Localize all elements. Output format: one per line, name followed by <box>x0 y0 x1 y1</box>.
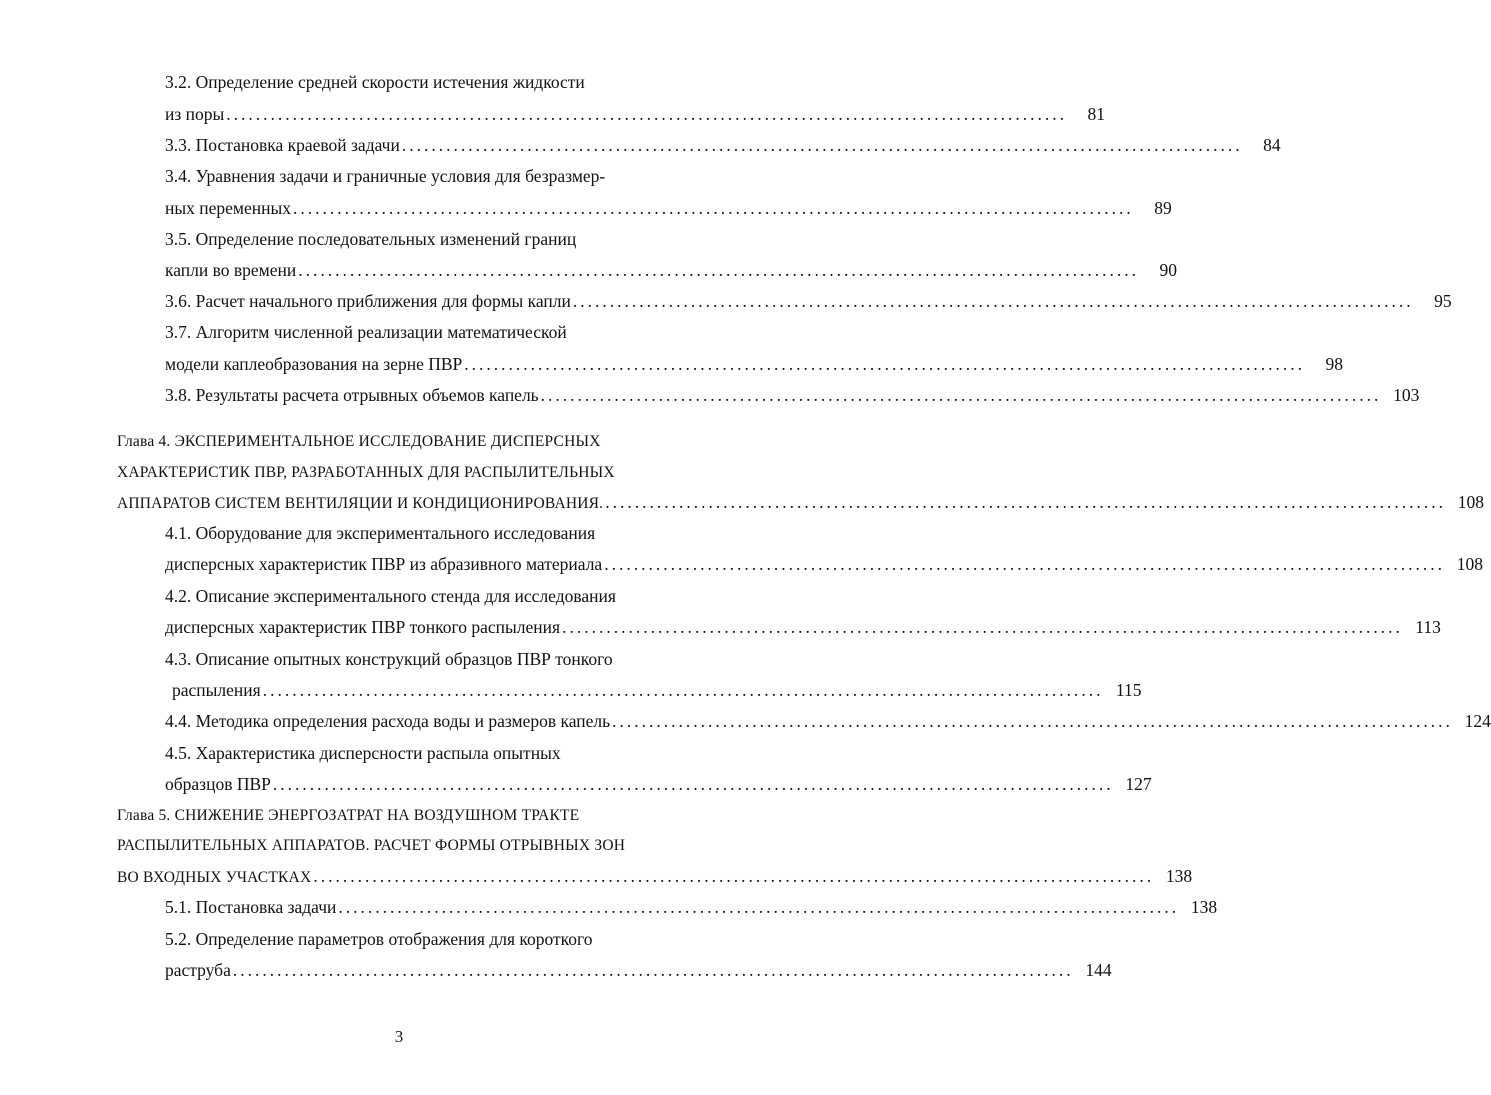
toc-4-5-title-line2: образцов ПВР <box>165 774 271 794</box>
dot-leader: .................................................................................................................. <box>232 960 1074 980</box>
toc-entry-5-2 <box>165 958 1112 982</box>
toc-3-8-page: 103 <box>1393 385 1420 405</box>
toc-4-4-page: 124 <box>1464 711 1491 731</box>
toc-5-1-title: 5.1. Постановка задачи <box>165 897 337 917</box>
dot-leader: .................................................................................................................. <box>338 897 1180 917</box>
toc-3-2-title-line2: из поры <box>165 104 225 124</box>
toc-3-4-title-line1: 3.4. Уравнения задачи и граничные условия для безразмер- <box>165 166 606 186</box>
dot-leader: .................................................................................................................. <box>572 291 1414 311</box>
dot-leader: .................................................................................................................. <box>401 135 1243 155</box>
dot-leader: .................................................................................................................. <box>262 680 1104 700</box>
toc-entry-3-2 <box>165 102 1106 126</box>
dot-leader: .................................................................................................................. <box>226 104 1068 124</box>
dot-leader: .................................................................................................................. <box>562 617 1403 637</box>
toc-3-5-page: 90 <box>1159 260 1177 280</box>
toc-chapter-5-title-line1: Глава 5. СНИЖЕНИЕ ЭНЕРГОЗАТРАТ НА ВОЗДУШНОМ ТРАКТЕ <box>117 807 580 824</box>
toc-5-1-page: 138 <box>1190 897 1218 917</box>
toc-chapter-5-title-line3: ВО ВХОДНЫХ УЧАСТКАХ <box>117 869 312 886</box>
toc-4-1-title-line1: 4.1. Оборудование для экспериментального исследования <box>165 523 596 543</box>
toc-3-7-title-line2: модели каплеобразования на зерне ПВР <box>165 354 463 374</box>
toc-entry-4-3 <box>172 678 1142 702</box>
toc-chapter-4-title-line3: АППАРАТОВ СИСТЕМ ВЕНТИЛЯЦИИ И КОНДИЦИОНИРОВАНИЯ. <box>117 495 604 512</box>
toc-4-3-page: 115 <box>1115 680 1142 700</box>
dot-leader: .................................................................................................................. <box>604 554 1445 574</box>
toc-4-5-page: 127 <box>1125 774 1152 794</box>
toc-4-2-page: 113 <box>1415 617 1441 637</box>
toc-4-4-title: 4.4. Методика определения расхода воды и размеров капель <box>165 711 611 731</box>
toc-3-8-title: 3.8. Результаты расчета отрывных объемов капель <box>165 385 539 405</box>
toc-5-2-page: 144 <box>1085 960 1112 980</box>
toc-entry-3-8 <box>165 383 1420 407</box>
dot-leader: .................................................................................................................. <box>605 492 1446 512</box>
dot-leader: .................................................................................................................. <box>540 385 1382 405</box>
toc-entry-chapter-5 <box>117 864 1193 890</box>
toc-3-7-title-line1: 3.7. Алгоритм численной реализации математической <box>165 322 567 342</box>
dot-leader: .................................................................................................................. <box>612 711 1453 731</box>
toc-4-2-title-line2: дисперсных характеристик ПВР тонкого распыления <box>165 617 561 637</box>
toc-chapter-4-page: 108 <box>1457 492 1484 512</box>
toc-3-4-title-line2: ных переменных <box>165 198 291 218</box>
toc-entry-4-4 <box>165 709 1491 733</box>
toc-entry-3-7 <box>165 352 1344 376</box>
toc-3-6-page: 95 <box>1434 291 1452 311</box>
toc-entry-4-1 <box>165 552 1483 576</box>
toc-chapter-5-title-line2: РАСПЫЛИТЕЛЬНЫХ АППАРАТОВ. РАСЧЕТ ФОРМЫ ОТРЫВНЫХ ЗОН <box>117 837 626 854</box>
toc-3-2-title-line1: 3.2. Определение средней скорости истечения жидкости <box>165 72 585 92</box>
toc-chapter-4-title-line1: Глава 4. ЭКСПЕРИМЕНТАЛЬНОЕ ИССЛЕДОВАНИЕ ДИСПЕРСНЫХ <box>117 433 601 450</box>
toc-chapter-4-title-line2: ХАРАКТЕРИСТИК ПВР, РАЗРАБОТАННЫХ ДЛЯ РАСПЫЛИТЕЛЬНЫХ <box>117 464 615 481</box>
toc-entry-3-6 <box>165 289 1452 313</box>
toc-entry-3-3 <box>165 133 1281 157</box>
toc-4-1-page: 108 <box>1456 554 1483 574</box>
toc-entry-4-2 <box>165 615 1441 639</box>
toc-4-5-title-line1: 4.5. Характеристика дисперсности распыла опытных <box>165 743 561 763</box>
toc-4-1-title-line2: дисперсных характеристик ПВР из абразивного материала <box>165 554 603 574</box>
dot-leader: .................................................................................................................. <box>292 198 1134 218</box>
toc-5-2-title-line1: 5.2. Определение параметров отображения для короткого <box>165 929 593 949</box>
toc-3-4-page: 89 <box>1154 198 1172 218</box>
toc-4-2-title-line1: 4.2. Описание экспериментального стенда для исследования <box>165 586 616 606</box>
toc-3-5-title-line2: капли во времени <box>165 260 297 280</box>
toc-entry-3-4 <box>165 196 1172 220</box>
toc-4-3-title-line1: 4.3. Описание опытных конструкций образцов ПВР тонкого <box>165 649 613 669</box>
toc-entry-3-5 <box>165 258 1177 282</box>
toc-entry-4-5 <box>165 772 1152 796</box>
dot-leader: .................................................................................................................. <box>298 260 1139 280</box>
toc-3-7-page: 98 <box>1325 354 1344 374</box>
toc-3-2-page: 81 <box>1087 104 1106 124</box>
page-number: 3 <box>394 1027 404 1046</box>
toc-3-3-page: 84 <box>1263 135 1281 155</box>
dot-leader: .................................................................................................................. <box>464 354 1306 374</box>
toc-chapter-5-page: 138 <box>1165 866 1193 886</box>
toc-entry-chapter-4 <box>117 490 1484 516</box>
dot-leader: .................................................................................................................. <box>313 866 1155 886</box>
toc-entry-5-1 <box>165 895 1218 919</box>
toc-3-6-title: 3.6. Расчет начального приближения для формы капли <box>165 291 571 311</box>
dot-leader: .................................................................................................................. <box>272 774 1114 794</box>
toc-3-3-title: 3.3. Постановка краевой задачи <box>165 135 400 155</box>
toc-4-3-title-line2: распыления <box>172 680 261 700</box>
toc-3-5-title-line1: 3.5. Определение последовательных изменений границ <box>165 229 577 249</box>
toc-5-2-title-line2: раструба <box>165 960 231 980</box>
